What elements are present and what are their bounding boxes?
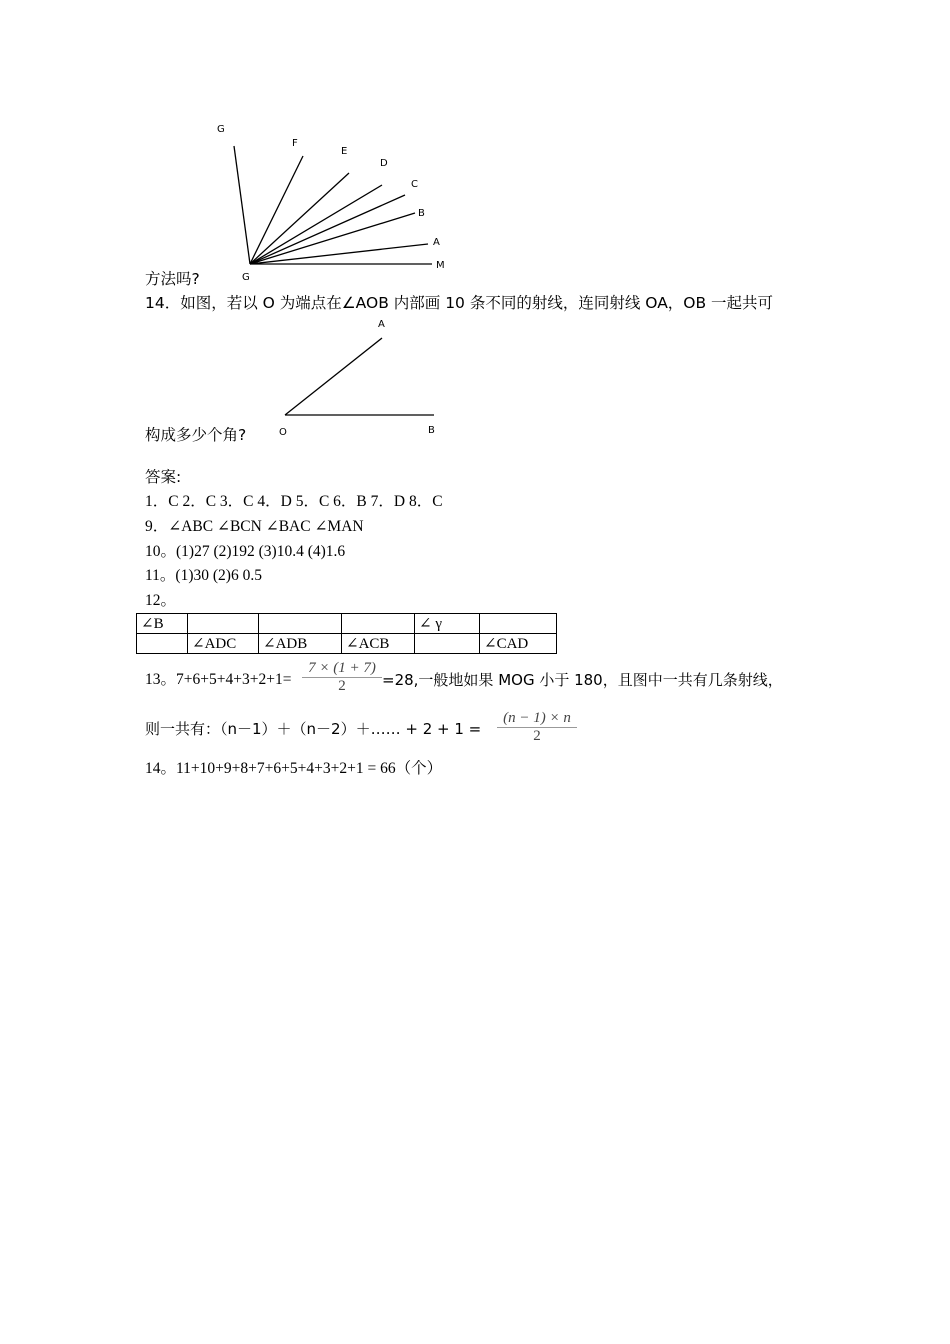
fraction-denominator: 2: [338, 678, 346, 694]
table-cell: ∠ADB: [259, 634, 342, 654]
answer-12: 12。: [145, 592, 177, 609]
answers-heading: 答案:: [145, 468, 182, 486]
table-cell: ∠B: [137, 614, 188, 634]
ray-g: [234, 146, 250, 264]
answer-12-table: [136, 613, 557, 654]
answer-9: 9．∠ABC ∠BCN ∠BAC ∠MAN: [145, 518, 364, 535]
label-g-bottom: G: [242, 272, 250, 283]
answer-11: 11。(1)30 (2)6 0.5: [145, 567, 262, 584]
answers-1-8: 1．C 2．C 3．C 4．D 5．C 6．B 7．D 8．C: [145, 493, 443, 510]
label-a: A: [433, 237, 440, 248]
answer-13-fraction: [302, 660, 382, 695]
table-cell: [259, 614, 342, 634]
label-m: M: [436, 260, 445, 271]
label-f: F: [292, 138, 298, 149]
table-cell: ∠CAD: [480, 634, 557, 654]
label-b2: B: [428, 425, 435, 436]
q13-tail: 方法吗?: [145, 270, 200, 288]
ray-c: [250, 195, 405, 264]
label-e: E: [341, 146, 348, 157]
ray-oa: [285, 338, 382, 415]
ray-b: [250, 213, 415, 264]
table-cell: [342, 614, 415, 634]
answer-10: 10。(1)27 (2)192 (3)10.4 (4)1.6: [145, 543, 346, 560]
table-cell: ∠ γ: [415, 614, 480, 634]
fraction-denominator: 2: [533, 728, 541, 744]
table-row: [137, 614, 557, 634]
table-cell: [188, 614, 259, 634]
q14-prompt-end: 构成多少个角?: [145, 426, 247, 444]
answer-13-prefix: 13。7+6+5+4+3+2+1=: [145, 671, 292, 688]
label-c: C: [411, 179, 418, 190]
table-cell: [415, 634, 480, 654]
fraction-numerator: 7 × (1 + 7): [302, 660, 382, 678]
label-g-top: G: [217, 124, 225, 135]
answer-13-fraction-2: [497, 710, 577, 745]
table-cell: ∠ACB: [342, 634, 415, 654]
table-row: [137, 634, 557, 654]
label-o: O: [279, 427, 287, 438]
answer-13-line2: 则一共有：（n－1）＋（n－2）＋…… + 2 + 1 =: [145, 720, 482, 738]
table-cell: [480, 614, 557, 634]
ray-a: [250, 244, 428, 264]
rays-figure: [200, 115, 460, 290]
angle-aob-figure: [270, 315, 450, 440]
table-cell: ∠ADC: [188, 634, 259, 654]
label-d: D: [380, 158, 388, 169]
answer-13-suffix: =28,一般地如果 MOG 小于 180，且图中一共有几条射线，: [382, 671, 783, 689]
table-cell: [137, 634, 188, 654]
label-b: B: [418, 208, 425, 219]
fraction-numerator: (n − 1) × n: [497, 710, 577, 728]
q14-prompt: 14．如图，若以 O 为端点在∠AOB 内部画 10 条不同的射线，连同射线 OA，OB 一起共可: [145, 294, 774, 312]
answer-14: 14。11+10+9+8+7+6+5+4+3+2+1 = 66（个）: [145, 760, 443, 777]
label-a2: A: [378, 319, 385, 330]
ray-e: [250, 173, 349, 264]
